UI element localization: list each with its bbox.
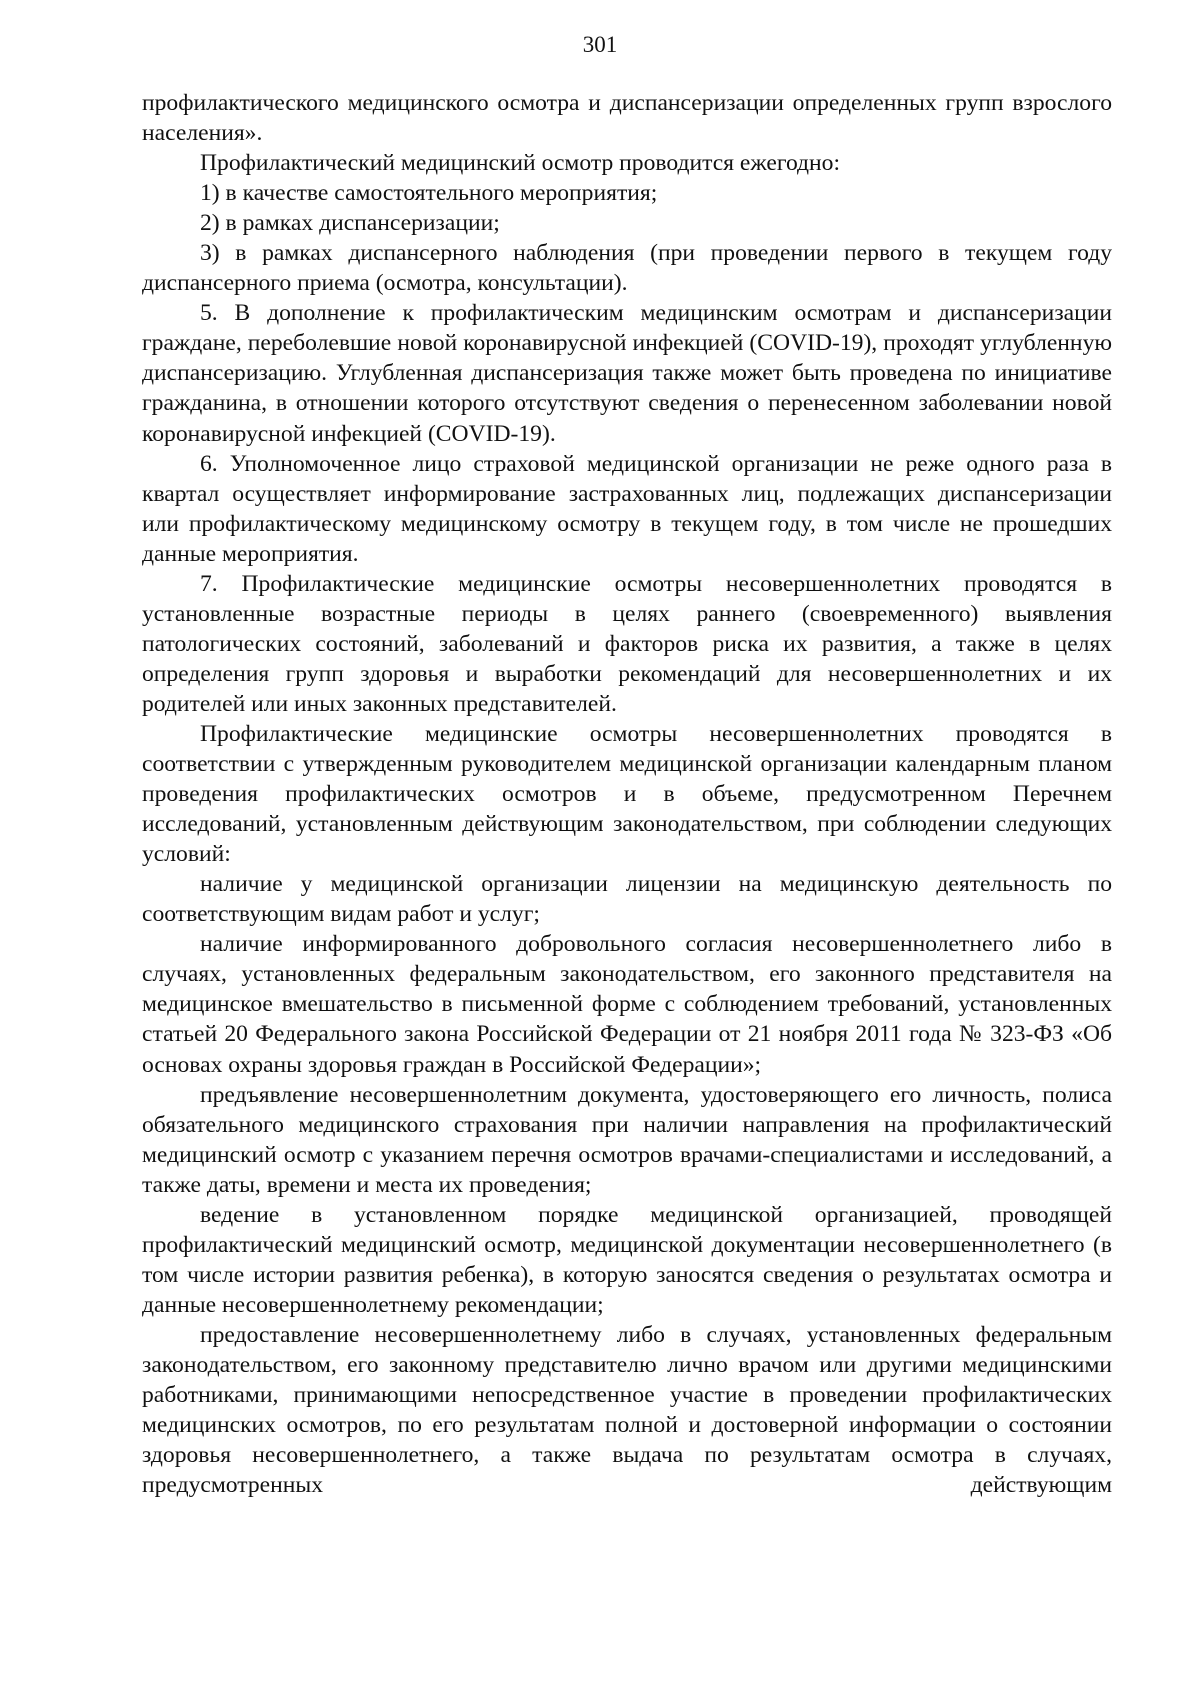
paragraph-continuation: профилактического медицинского осмотра и диспансеризации определенных групп взрослого населения». [142, 90, 1112, 147]
condition-license: наличие у медицинской организации лицензии на медицинскую деятельность по соответствующим видам работ и услуг; [142, 871, 1112, 928]
page-number: 301 [582, 32, 618, 57]
list-item-2: 2) в рамках диспансеризации; [200, 210, 500, 237]
paragraph-item-7: 7. Профилактические медицинские осмотры несовершеннолетних проводятся в установленные возрастные периоды в целях раннего (своевременного) выявления патологических состояний, заболеваний и факторов риска их развития, а также в целях определения групп здоровья и выработки рекомендаций для несовершеннолетних и их родителей или иных законных представителей. [142, 570, 1112, 717]
condition-records: ведение в установленном порядке медицинской организацией, проводящей профилактический медицинский осмотр, медицинской документации несовершеннолетнего (в том числе истории развития ребенка), в которую заносятся сведения о результатах осмотра и данные несовершеннолетнему рекомендации; [142, 1201, 1112, 1318]
paragraph-minors-exams: Профилактические медицинские осмотры несовершеннолетних проводятся в соответствии с утвержденным руководителем медицинской организации календарным планом проведения профилактических осмотров и в объеме, предусмотренном Перечнем исследований, установленным действующим законодательством, при соблюдении следующих условий: [142, 720, 1112, 868]
paragraph-annual-exam: Профилактический медицинский осмотр проводится ежегодно: [200, 150, 841, 177]
condition-consent: наличие информированного добровольного согласия несовершеннолетнего либо в случаях, установленных федеральным законодательством, его законного представителя на медицинское вмешательство в письменной форме с соблюдением требований, установленных статьей 20 Федерального закона Российской Федерации от 21 ноября 2011 года № 323-ФЗ «Об основах охраны здоровья граждан в Российской Федерации»; [142, 931, 1112, 1078]
document-body [142, 88, 1112, 1500]
condition-documents: предъявление несовершеннолетним документа, удостоверяющего его личность, полиса обязательного медицинского страхования при наличии направления на профилактический медицинский осмотр с указанием перечня осмотров врачами-специалистами и исследований, а также даты, времени и места их проведения; [142, 1081, 1112, 1198]
paragraph-item-6: 6. Уполномоченное лицо страховой медицинской организации не реже одного раза в квартал осуществляет информирование застрахованных лиц, подлежащих диспансеризации или профилактическому медицинскому осмотру в текущем году, в том числе не прошедших данные мероприятия. [142, 450, 1112, 567]
list-item-1: 1) в качестве самостоятельного мероприятия; [200, 180, 658, 207]
list-item-3: 3) в рамках диспансерного наблюдения (при проведении первого в текущем году диспансерного приема (осмотра, консультации). [142, 240, 1112, 297]
condition-information: предоставление несовершеннолетнему либо в случаях, установленных федеральным законодательством, его законному представителю лично врачом или другими медицинскими работниками, принимающими непосредственное участие в проведении профилактических медицинских осмотров, по его результатам полной и достоверной информации о состоянии здоровья несовершеннолетнего, а также выдача по результатам осмотра в случаях, предусмотренных действующим [142, 1321, 1112, 1499]
paragraph-item-5: 5. В дополнение к профилактическим медицинским осмотрам и диспансеризации граждане, переболевшие новой коронавирусной инфекцией (COVID-19), проходят углубленную диспансеризацию. Углубленная диспансеризация также может быть проведена по инициативе гражданина, в отношении которого отсутствуют сведения о перенесенном заболевании новой коронавирусной инфекцией (COVID-19). [142, 300, 1112, 447]
